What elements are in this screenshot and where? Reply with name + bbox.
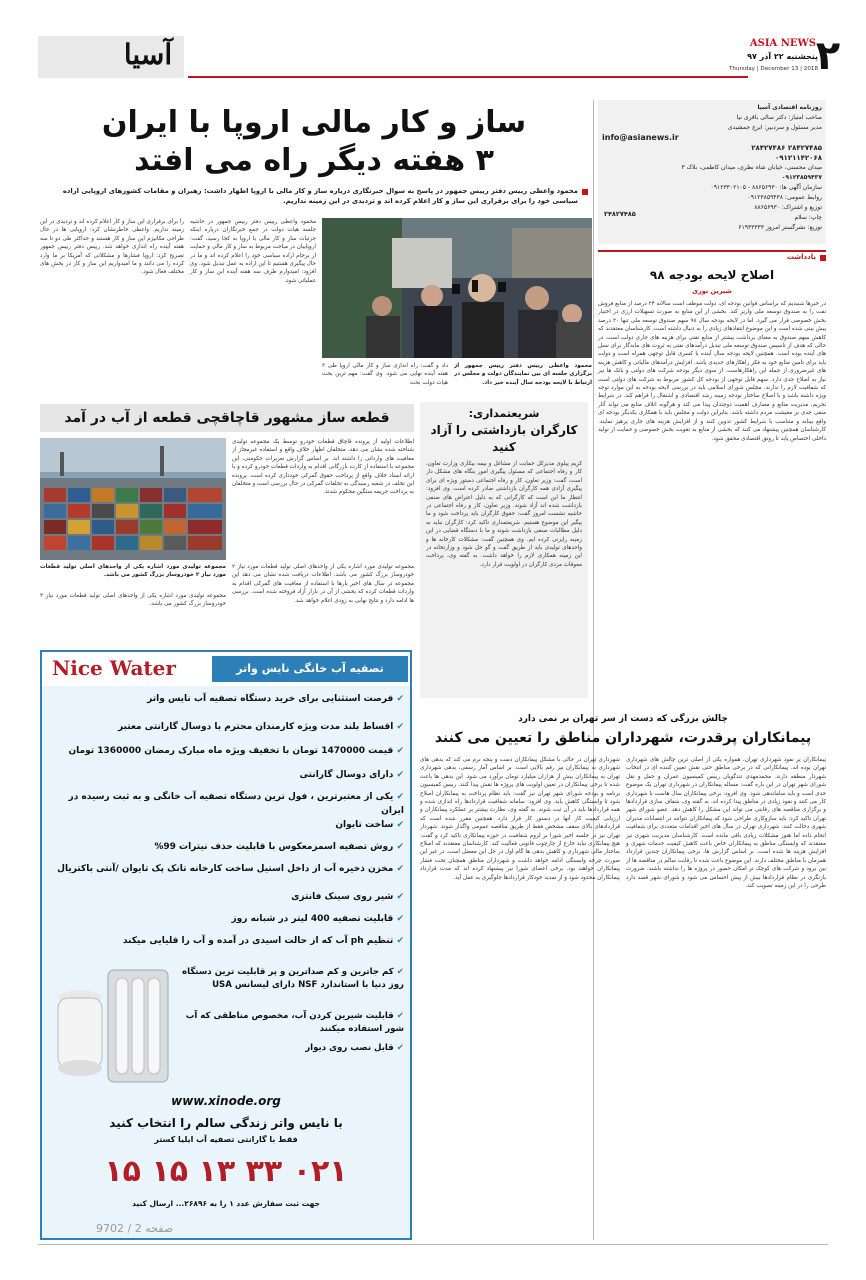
info-line: روزنامه اقتصادی آسیا	[757, 104, 822, 111]
lead-bullet	[582, 189, 588, 195]
masthead-rule	[188, 76, 748, 78]
ad-item	[48, 744, 404, 768]
info-box	[598, 100, 826, 244]
editorial	[598, 250, 826, 712]
nice-water-ad[interactable]	[40, 650, 412, 1240]
info-line: ۲۸۴۲۷۴۸۵ ۲۸۴۲۷۴۸۶	[751, 144, 822, 152]
ad-item-text: تنظیم ph آب که از حالت اسیدی در آمده و آب را قلیایی میکند	[122, 936, 394, 946]
ad-item	[172, 1010, 404, 1042]
check-icon: ✔	[393, 1043, 404, 1053]
ad-item	[48, 912, 404, 934]
ad-item-text: مخزن ذخیره آب از داخل استیل ساخت کارخانه تانک پک تایوان /آنتی باکتریال	[57, 864, 394, 874]
logo-text: آسیا	[123, 38, 173, 71]
contractors-kicker: چالش بزرگی که دست از سر تهران بر نمی دارد	[518, 714, 728, 724]
smuggling-body-2: مجموعه تولیدی مورد اشاره یکی از واحدهای اصلی تولید قطعات مورد نیاز ۲ خودروساز بزرگ کشور می باشد. اطلاعات دریافت شده نشان می دهد این مجموعه در سال های اخیر بارها با استفاده از معافیت های گمرکی اقدام به واردات قطعات کرده که بخشی از آن در بازار آزاد فروخته شده است. بررسی ها ادامه دارد و نتایج نهایی به زودی اعلام خواهد شد.	[232, 564, 414, 604]
ad-sms: جهت ثبت سفارش عدد ۱ را به ۲۶۸۹۶... ارسال کنید	[132, 1199, 320, 1208]
smuggling-photo-caption: مجموعه تولیدی مورد اشاره یکی از واحدهای اصلی تولید قطعات مورد نیاز ۲ خودروساز بزرگ کشور می باشد.	[40, 564, 226, 579]
bottom-rule	[38, 1244, 828, 1245]
editorial-kicker: یادداشت	[786, 253, 816, 261]
ad-item-text: ساخت تایوان	[335, 820, 394, 830]
smuggling-headline: قطعه ساز مشهور قاچاقچی قطعه از آب در آمد	[64, 410, 390, 426]
main-lead: محمود واعظی رییس دفتر رییس جمهور در پاسخ به سوال خبرنگاری درباره ساز و کار مالی با اروپا اظهار داشت: رهبران و مقامات کشورهای اروپایی اراده سیاسی خود را برای برقراری این ساز و کار اعلام کرده اند و تردیدی در این زمینه نداریم.	[62, 187, 578, 205]
ad-list	[48, 692, 404, 960]
info-extra: ۲۴۸۲۷۴۸۵	[604, 210, 636, 218]
ad-item	[48, 862, 404, 890]
ad-item-text: روش تصفیه اسمزمعکوس با قابلیت حذف نیترات 99%	[154, 842, 394, 852]
shipping-containers-image	[40, 438, 226, 560]
page-watermark: صفحه 2 / 9702	[96, 1222, 174, 1235]
check-icon: ✔	[393, 694, 404, 704]
check-icon: ✔	[393, 842, 404, 852]
check-icon: ✔	[393, 820, 404, 830]
main-photo-caption-right: داد و گفت: راه اندازی ساز و کار مالی اروپا طی ۳ هفته آینده نهایی می شود. وی گفت: مهم ترین بحث هیات دولت بحث	[322, 363, 448, 386]
ad-brand: Nice Water	[52, 656, 176, 680]
main-headline-line2: ۳ هفته دیگر راه می افتد	[134, 143, 494, 178]
smuggling-body-3: مجموعه تولیدی مورد اشاره یکی از واحدهای اصلی تولید قطعات مورد نیاز ۲ خودروساز بزرگ کشور می باشد.	[40, 593, 226, 608]
main-photo-caption: محمود واعظی رییس دفتر رییس جمهور از برگزاری جلسه ای بین نمایندگان دولت و مجلس در ارتباط با لایحه بودجه سال آینده خبر داد.	[454, 363, 592, 386]
ad-lower-list	[172, 966, 404, 1062]
editorial-author: شیرین نوری	[692, 287, 732, 295]
main-headline-line1: ساز و کار مالی اروپا با ایران	[101, 105, 527, 140]
editorial-body: در خبرها شنیدیم که براساس قوانین بودجه ای، دولت موظف است سالانه ۲۴ درصد از منابع فروش نفت را به صندوق توسعه ملی واریز کند. بخشی از این منابع به صورت تسهیلات ارزی در اختیار بخش خصوصی قرار می گیرد. اما در لایحه بودجه سال ۹۸ سهم صندوق توسعه ملی تنها ۲۰ درصد پیش بینی شده است و این موضوع انتقادهای زیادی را به دنبال داشته است. کارشناسان معتقدند که کاهش سهم صندوق به معنای برداشت بیشتر از منابع نفتی برای هزینه های جاری دولت است. در حالی که هدف از تاسیس صندوق توسعه ملی تبدیل درآمدهای نفتی به ثروت های ماندگار برای نسل های آینده بوده است. همچنین لایحه بودجه سال آینده با کسری قابل توجهی همراه است و دولت باید برای تامین منابع خود به فکر راهکارهای جدیدی باشد. افزایش درآمدهای مالیاتی و کاهش هزینه های غیرضروری از جمله این راهکارهاست. از سوی دیگر بودجه شرکت های دولتی و بانک ها نیز نیاز به اصلاح جدی دارد. سهم قابل توجهی از بودجه کل کشور مربوط به شرکت های دولتی است که شفافیت لازم را ندارند. مجلس شورای اسلامی باید در بررسی لایحه بودجه به این موارد توجه ویژه داشته باشد و با اصلاح ساختار بودجه زمینه رشد اقتصادی و اشتغال را فراهم کند. در شرایط تحریم، مدیریت منابع و مصارف اهمیت دوچندان پیدا می کند و هرگونه اتلاف منابع می تواند آثار منفی جدی بر معیشت مردم داشته باشد. بنابراین دولت و مجلس باید با همکاری یکدیگر بودجه ای واقع بینانه و متناسب با شرایط کشور تدوین کنند و از افزایش هزینه های جاری پرهیز نمایند. کارشناسان همچنین پیشنهاد می کنند که بخشی از منابع به تقویت بخش خصوصی و حمایت از تولید داخلی اختصاص یابد تا رونق اقتصادی محقق شود.	[598, 301, 826, 442]
info-email[interactable]: info@asianews.ir	[602, 133, 679, 142]
info-line: میدان محسنی، خیابان شاه نظری، میدان کاظمی، بلاک ۳	[681, 164, 822, 171]
ad-title: تصفیه آب خانگی نایس واتر	[236, 662, 384, 675]
info-line: سازمان آگهی ها: ۸۸۶۵۶۹۳۰ - ۰۹۱۲۳۳۰۲۱۰۵	[710, 184, 822, 191]
info-line: مدیر مسئول و سردبیر: ایرج جمشیدی	[727, 124, 822, 131]
contractors-col2: شهرداری تهران در حالی با مشکل پیمانکاران دست و پنجه نرم می کند که بدهی های شهرداری به پیمانکاران نیز رقم بالایی است. بر اساس آمار رسمی، بدهی شهرداری تهران به پیمانکاران بیش از هزاران میلیارد تومان برآورد می شود. این بدهی ها باعث شده تا برخی پیمانکاران در تعیین اولویت های پروژه ها نقش پیدا کنند. رییس کمیسیون برنامه و بودجه شورای شهر تهران نیز گفت: باید نظام پرداخت به پیمانکاران اصلاح شود تا وابستگی کاهش یابد. وی افزود: سامانه شفافیت قراردادها راه اندازی شده و همه قراردادها باید در آن ثبت شوند. به گفته وی، نظارت بیشتر بر عملکرد پیمانکاران و ارزیابی کیفیت کار آنها در دستور کار قرار دارد. همچنین مقرر شده است که قراردادهای بالای سقف مشخص فقط از طریق مناقصه عمومی واگذار شوند. شهردار تهران نیز در جلسه اخیر شورا بر لزوم شفافیت در حوزه پیمانکاری تاکید کرد و گفت: هیچ پیمانکاری نباید خارج از چارچوب قانونی فعالیت کند. کارشناسان معتقدند که اصلاح ساختار مالی شهرداری و کاهش بدهی ها گام اول در حل این معضل است. در غیر این صورت چرخه وابستگی ادامه خواهد داشت و شهرداران مناطق همچنان تحت فشار پیمانکاران خواهند بود. برخی اعضای شورا نیز پیشنهاد کرده اند که مدت قرارداد پیمانکاران محدود شود و از تمدید خودکار قراردادها جلوگیری به عمل آید.	[420, 757, 620, 881]
check-icon: ✔	[393, 770, 404, 780]
editorial-title: اصلاح لایحه بودجه ۹۸	[649, 268, 775, 282]
shariatmadari-title: کارگران بازداشتی را آزاد کنید	[430, 423, 578, 454]
main-body-col3: را برای برقراری این ساز و کار اعلام کرده اند و تردیدی در این زمینه نداریم. واعظی خاطرنشان کرد: اروپایی ها در حال طراحی مکانیزم این ساز و کار هستند و حداکثر طی دو تا سه هفته آینده راه اندازی خواهد شد. رییس دفتر رییس جمهور تصریح کرد: اروپا فشارها و مشکلاتی که آمریکا بر ما وارد کرده را می دانند و ما امیدواریم این ساز و کار در بخش های مختلف فعال شود.	[40, 219, 184, 276]
ad-item-text: قیمت 1470000 تومان با تخفیف ویژه ماه مبارک رمضان 1360000 تومان	[68, 746, 394, 756]
ad-item	[172, 966, 404, 1010]
ad-item	[48, 790, 404, 818]
site-name: ASIA NEWS	[749, 38, 816, 49]
ad-item	[48, 840, 404, 862]
editorial-kicker-mark	[820, 255, 826, 261]
ad-phone[interactable]: ۰۲۱ ۳۳ ۱۳ ۱۵ ۱۵	[104, 1154, 348, 1189]
date-fa: پنجشنبه ۲۲ آذر ۹۷	[747, 52, 818, 61]
ad-item	[48, 692, 404, 720]
smuggling-body-1: اطلاعات اولیه از پرونده قاچاق قطعات خودرو توسط یک مجموعه تولیدی شناخته شده نشان می دهد، متخلفان اظهار خلاف واقع و استفاده غیرمجاز از معافیت های وارداتی را داشته اند. بر اساس گزارش تعزیرات حکومتی، این مجموعه با استفاده از کارت بازرگانی اقدام به واردات قطعات خودرو کرده و با ارائه اسناد خلاف واقع از پرداخت حقوق گمرکی خودداری کرده است. پرونده این تخلف در شعبه رسیدگی به تخلفات گمرکی در حال بررسی است و متخلفان به پرداخت جریمه سنگین محکوم شدند.	[232, 439, 414, 496]
info-line: ۰۹۱۲۱۱۴۲۰۶۸	[775, 154, 822, 162]
info-line: چاپ: سلام	[794, 214, 822, 221]
main-body-col1: محمود واعظی رییس دفتر رییس جمهور در حاشیه جلسه هیات دولت در جمع خبرنگاران درباره اینکه جزئیات ساز و کار مالی با اروپا به کجا رسید، گفت: اروپاییان در مباحث مربوط به ساز و کار مالی و حمایت از برجام اراده سیاسی خود را اعلام کرده اند و ما در حال پیگیری هستیم تا این اراده به عمل تبدیل شود. وی افزود: امیدوارم ظرف سه هفته آینده این ساز و کار عملیاتی شود.	[190, 219, 316, 284]
check-icon: ✔	[393, 936, 404, 946]
shariatmadari-kicker: شریعتمداری:	[468, 407, 540, 420]
ad-item-text: قابلیت تصفیه 400 لیتر در شبانه روز	[231, 914, 394, 924]
check-icon: ✔	[393, 722, 404, 732]
ad-item	[48, 768, 404, 790]
info-line: توزیع و اشتراک: ۸۸۶۵۶۹۳۰	[754, 204, 822, 211]
check-icon: ✔	[393, 967, 404, 977]
ad-item-text: فرصت استثنایی برای خرید دستگاه تصفیه آب نایس واتر	[147, 694, 394, 704]
ad-item-text: قابل نصب روی دیوار	[305, 1043, 394, 1053]
ad-subslogan: فقط با گارانتی تصفیه آب ایلیا کستر	[154, 1135, 298, 1144]
check-icon: ✔	[393, 792, 404, 802]
ad-item	[48, 890, 404, 912]
ad-item-text: یکی از معتبرترین ، فول ترین دستگاه تصفیه آب خانگی و به ثبت رسیده در ایران	[68, 792, 404, 816]
ad-item	[48, 720, 404, 744]
containers-photo	[40, 438, 226, 560]
ad-website[interactable]: www.xinode.org	[171, 1094, 281, 1108]
shariatmadari-body: کریم پیلوی مدیرکل حمایت از مشاغل و بیمه بیکاری وزارت تعاون، کار و رفاه اجتماعی که مسئول پیگیری امور بنگاه های مشکل دار است، گفت: وزیر تعاون، کار و رفاه اجتماعی دستور ویژه ای برای پیگیری آزادی همه کارگران بازداشتی صادر کرده است. وی افزود: انتظار ما این است که کارگرانی که به دلیل اعتراض های صنفی بازداشت شده اند آزاد شوند. وزیر تعاون، کار و رفاه اجتماعی در حاشیه نشست امروز گفت: حقوق کارگران باید پرداخت شود و ما پیگیر این موضوع هستیم. شریعتمداری تاکید کرد: کارگران نباید به دلیل مطالبات صنفی بازداشت شوند و ما با دستگاه قضایی در این زمینه رایزنی کرده ایم. وی همچنین گفت: مشکلات کارخانه ها و واحدهای تولیدی باید از طریق گفت و گو حل شود و وزارتخانه در این زمینه همکاری لازم را خواهد داشت. به گفته وی، پرداخت معوقات مزدی کارگران در اولویت قرار دارد.	[426, 461, 582, 568]
ad-item-text: اقساط بلند مدت ویژه کارمندان محترم با دوسال گارانتی معتبر	[118, 722, 394, 732]
info-line: توزیع: نشرگستر امروز ۶۱۹۳۳۳۳۳	[738, 224, 822, 231]
date-en: Thursday | December 13 | 2018	[728, 66, 818, 72]
check-icon: ✔	[393, 914, 404, 924]
check-icon: ✔	[393, 864, 404, 874]
check-icon: ✔	[393, 1011, 404, 1021]
check-icon: ✔	[393, 746, 404, 756]
contractors-headline: پیمانکاران پرقدرت، شهرداران مناطق را تعیین می کنند	[434, 730, 812, 746]
masthead	[38, 33, 841, 84]
ad-item	[172, 1042, 404, 1062]
shariatmadari-box	[420, 402, 588, 698]
ad-item-text: دارای دوسال گارانتی	[299, 770, 394, 780]
info-line: صاحب امتیاز: دکتر سالی باقری نیا	[736, 114, 822, 121]
news-photo-press	[322, 218, 592, 358]
page-number: ۲	[815, 33, 841, 79]
info-line: ۰۹۱۲۳۸۵۹۴۳۷	[781, 174, 822, 181]
press-scene-image	[322, 218, 592, 358]
ad-item-text: شیر روی سینک فانتزی	[291, 892, 394, 902]
ad-item-text: کم جاترین و کم صداترین و پر قابلیت ترین دستگاه روز دنیا با استاندارد NSF دارای لیسانس USA	[182, 967, 404, 990]
check-icon: ✔	[393, 892, 404, 902]
info-line: روابط عمومی: ۰۹۱۲۳۸۵۹۴۳۸	[747, 194, 822, 201]
contractors-col1: پیمانکاران پر نفوذ شهرداری تهران، همواره یکی از اصلی ترین چالش های شهرداری تهران بوده اند. پیمانکارانی که در برخی مناطق حتی نقش تعیین کننده ای در انتخاب شهردار منطقه دارند. محمدمهدی تندگویان رییس کمیسیون عمران و حمل و نقل شورای شهر تهران در این باره گفت: مساله پیمانکاران در شهرداری تهران یک موضوع جدی است و باید ساماندهی شود. وی افزود: برخی پیمانکاران سال هاست با شهرداری کار می کنند و نفوذ زیادی در مناطق پیدا کرده اند. به گفته وی، شفاف سازی قراردادها و برگزاری مناقصه های رقابتی می تواند این مشکل را کاهش دهد. عضو شورای شهر تهران تاکید کرد: باید سازوکاری طراحی شود که پیمانکاران نتوانند در انتصابات مدیران شهری دخالت کنند. شهرداری تهران در سال های اخیر اقدامات متعددی برای شفافیت انجام داده اما هنوز مشکلات زیادی باقی مانده است. کارشناسان مدیریت شهری نیز معتقدند که وابستگی مناطق به پیمانکاران خاص باعث کاهش کیفیت خدمات شهری و افزایش هزینه ها شده است. بر اساس گزارش ها، برخی پیمانکاران چندین قرارداد همزمان با مناطق مختلف دارند. این موضوع باعث شده تا رقابت سالم در مناقصه ها از بین برود و شرکت های کوچک تر امکان حضور در پروژه ها را نداشته باشند. ضرورت بازنگری در نظام قراردادها بیش از پیش احساس می شود و شورای شهر قصد دارد طرحی را در این زمینه تصویب کند.	[626, 757, 826, 890]
ad-item	[48, 818, 404, 840]
water-filter-product-image	[50, 952, 172, 1092]
ad-slogan: با نایس واتر زندگی سالم را انتخاب کنید	[109, 1116, 343, 1130]
ad-item-text: قابلیت شیرین کردن آب، مخصوص مناطقی که آب شور استفاده میکنند	[185, 1011, 404, 1034]
